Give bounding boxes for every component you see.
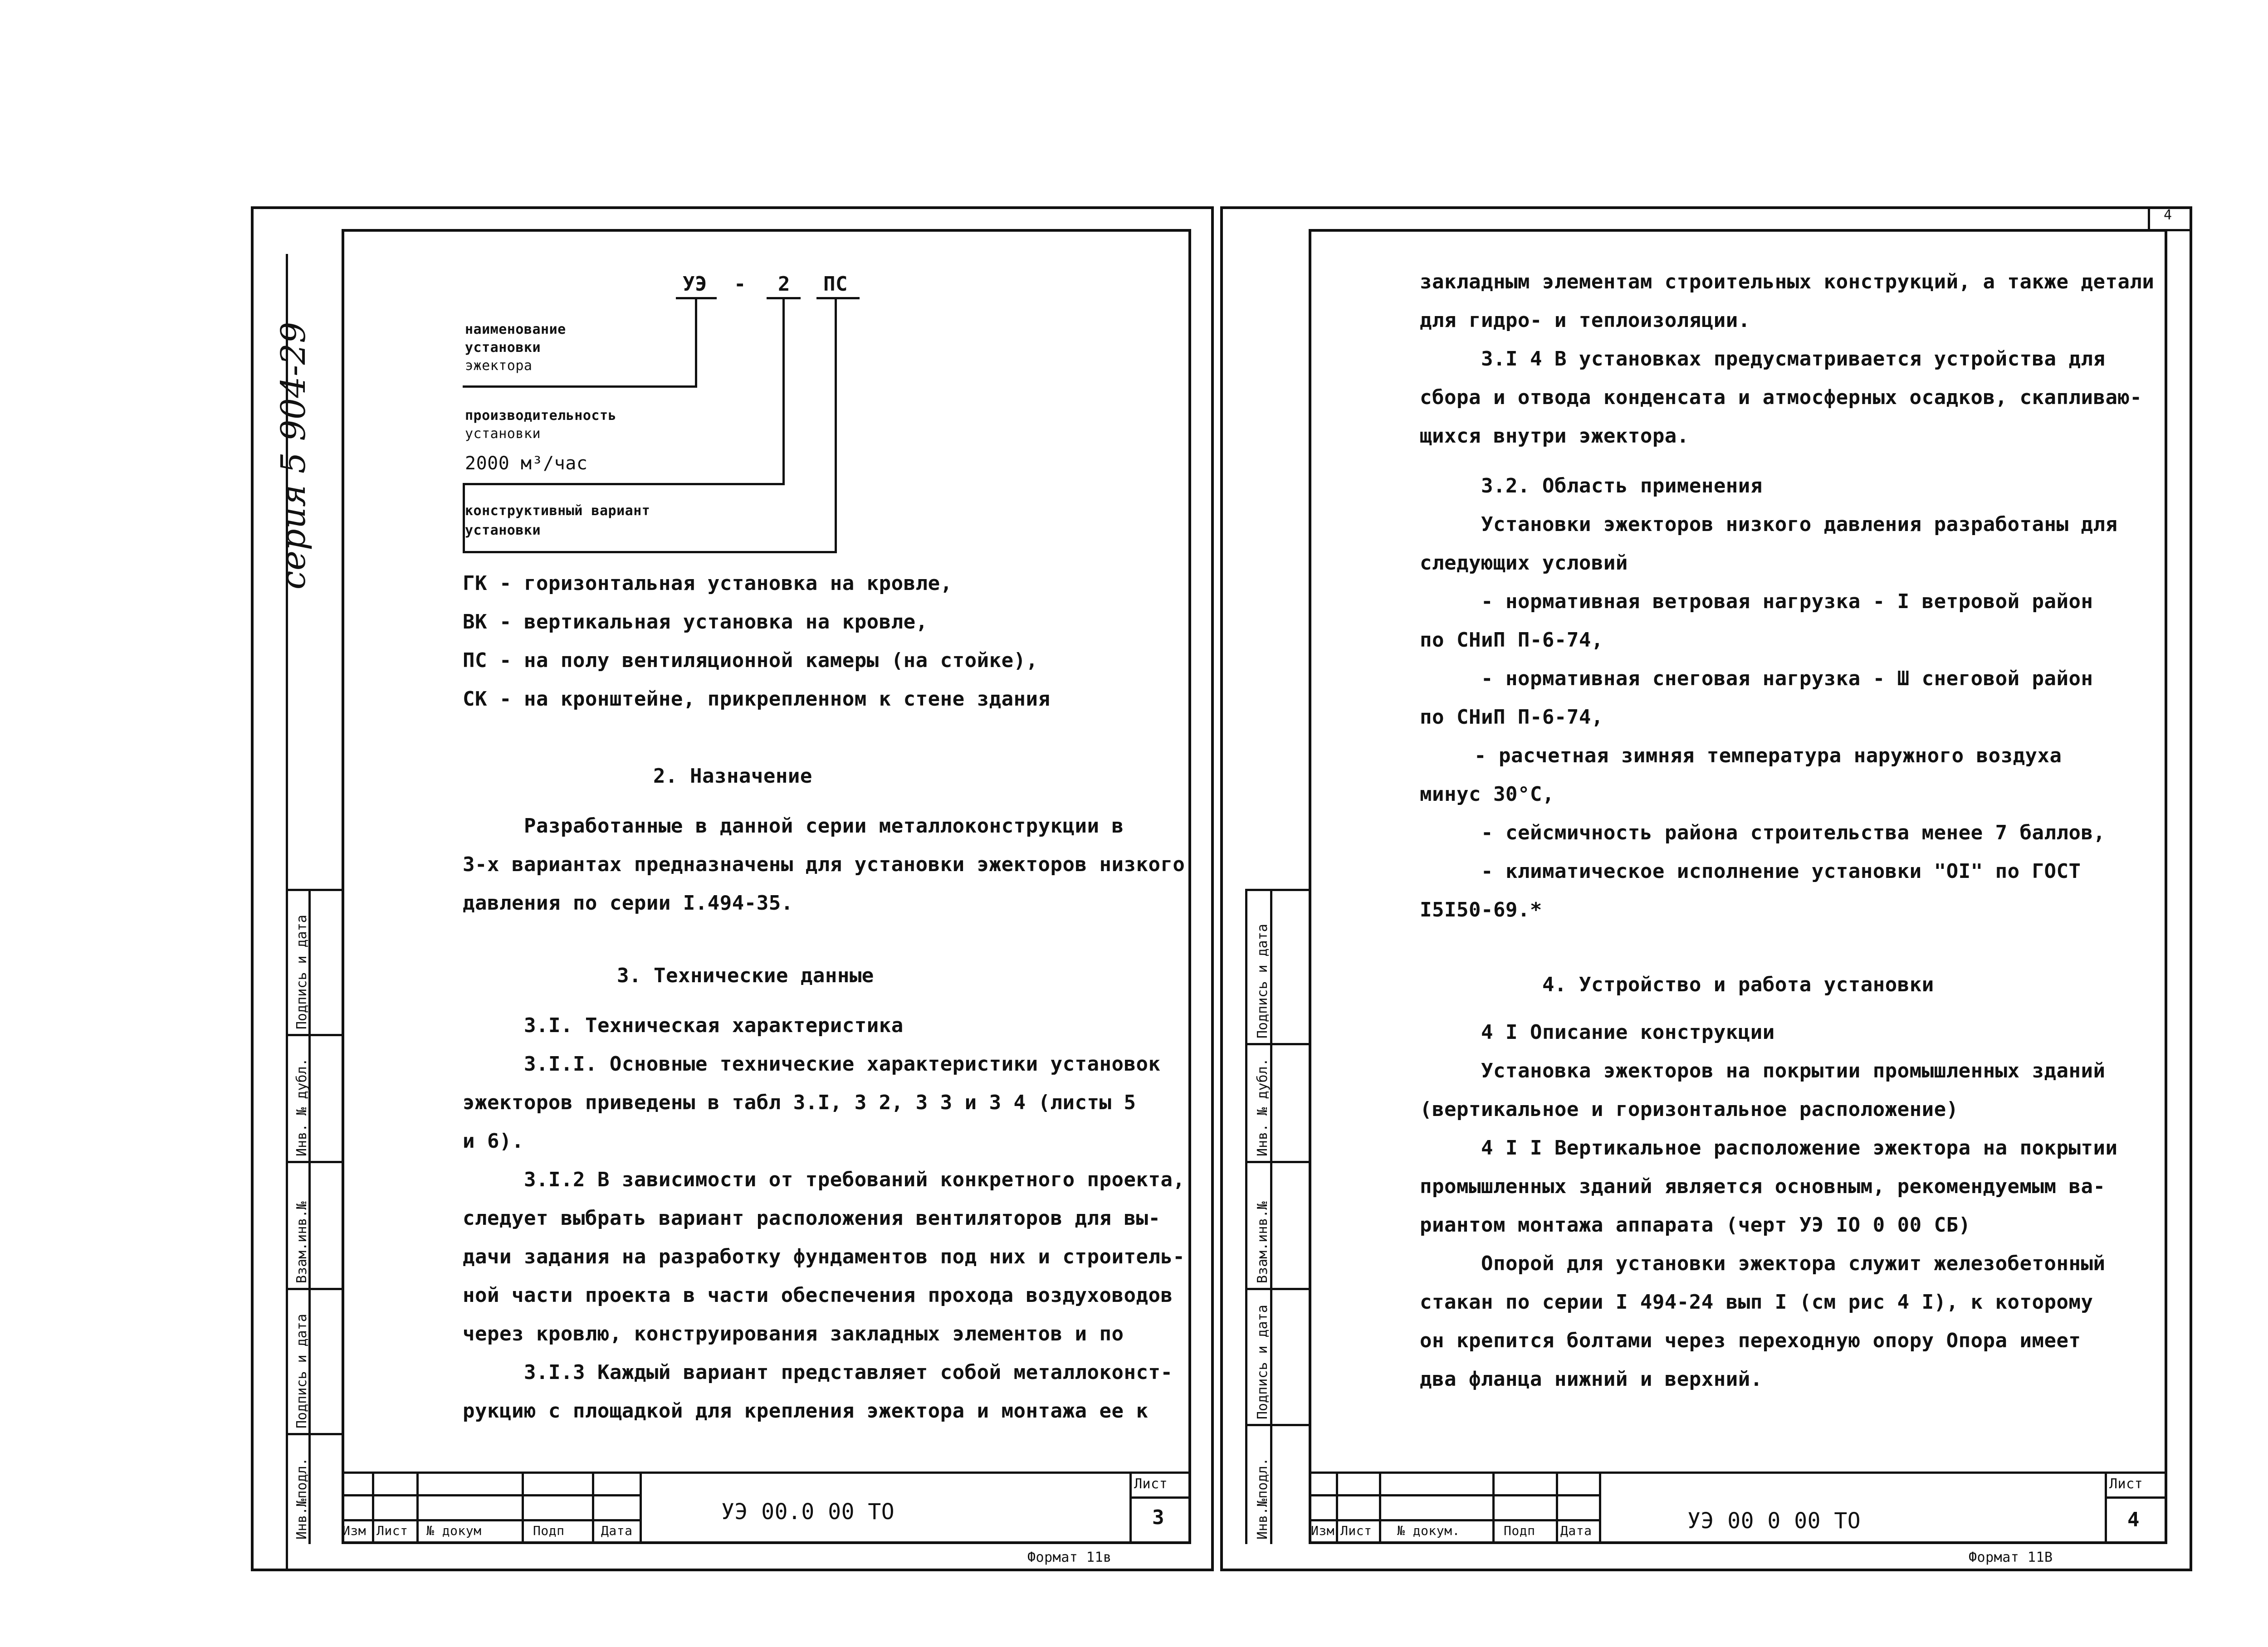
- list-item: по СНиП П-6-74,: [1420, 706, 1603, 729]
- list-item: по СНиП П-6-74,: [1420, 629, 1603, 652]
- format-label: Формат 11В: [1969, 1550, 2053, 1565]
- section-3-1-title: 3.I. Техническая характеристика: [524, 1014, 904, 1037]
- section-3-title: 3. Технические данные: [617, 964, 874, 987]
- designation-part-2: 2: [778, 273, 790, 296]
- sheet-number: 4: [2127, 1508, 2140, 1531]
- side-label-signature-date-2: Подпись и дата: [1255, 1305, 1271, 1419]
- format-label: Формат 11в: [1027, 1550, 1112, 1565]
- series-label: серия 5 904-29: [274, 322, 313, 590]
- doc-code: УЭ 00 0 00 ТО: [1687, 1508, 1861, 1534]
- side-label-dup-inv: Инв. № дубл.: [294, 1058, 310, 1156]
- side-label-inv-original: Инв.№подл.: [1255, 1457, 1271, 1540]
- sheet-number: 3: [1152, 1506, 1164, 1529]
- list-item: ГК - горизонтальная установка на кровле,: [463, 572, 953, 595]
- side-label-inv-original: Инв.№подл.: [294, 1457, 310, 1540]
- designation-part-3: ПС: [823, 273, 848, 296]
- list-item: - сейсмичность района строительства менее 7 баллов,: [1481, 821, 2106, 844]
- list-item: - климатическое исполнение установки "OI" по ГОСТ: [1481, 860, 2081, 883]
- list-item: - нормативная снеговая нагрузка - Ш снеговой район: [1481, 667, 2093, 690]
- section-2-title: 2. Назначение: [653, 765, 812, 788]
- list-item: минус 30°С,: [1420, 783, 1554, 806]
- designation-dash: -: [734, 273, 746, 296]
- list-item: I5I50-69.*: [1420, 898, 1542, 921]
- section-3-2-title: 3.2. Область применения: [1481, 474, 1763, 497]
- list-item: СК - на кронштейне, прикрепленном к стене здания: [463, 687, 1051, 711]
- side-label-dup-inv: Инв. № дубл.: [1255, 1058, 1271, 1156]
- doc-code: УЭ 00.0 00 ТО: [721, 1499, 895, 1525]
- side-label-signature-date: Подпись и дата: [1255, 924, 1271, 1038]
- side-label-replace-inv: Взам.инв.№: [1255, 1201, 1271, 1283]
- corner-number: 4: [2164, 207, 2172, 223]
- side-label-signature-date-2: Подпись и дата: [294, 1314, 310, 1428]
- side-label-replace-inv: Взам.инв.№: [294, 1201, 310, 1283]
- section-4-1-title: 4 I Описание конструкции: [1481, 1021, 1775, 1044]
- section-4-title: 4. Устройство и работа установки: [1542, 973, 1934, 996]
- side-label-signature-date: Подпись и дата: [294, 915, 310, 1029]
- list-item: - нормативная ветровая нагрузка - I ветровой район: [1481, 590, 2093, 613]
- designation-part-1: УЭ: [683, 273, 707, 296]
- list-item: - расчетная зимняя температура наружного воздуха: [1474, 744, 2062, 767]
- list-item: ВК - вертикальная установка на кровле,: [463, 610, 928, 633]
- list-item: ПС - на полу вентиляционной камеры (на стойке),: [463, 649, 1038, 672]
